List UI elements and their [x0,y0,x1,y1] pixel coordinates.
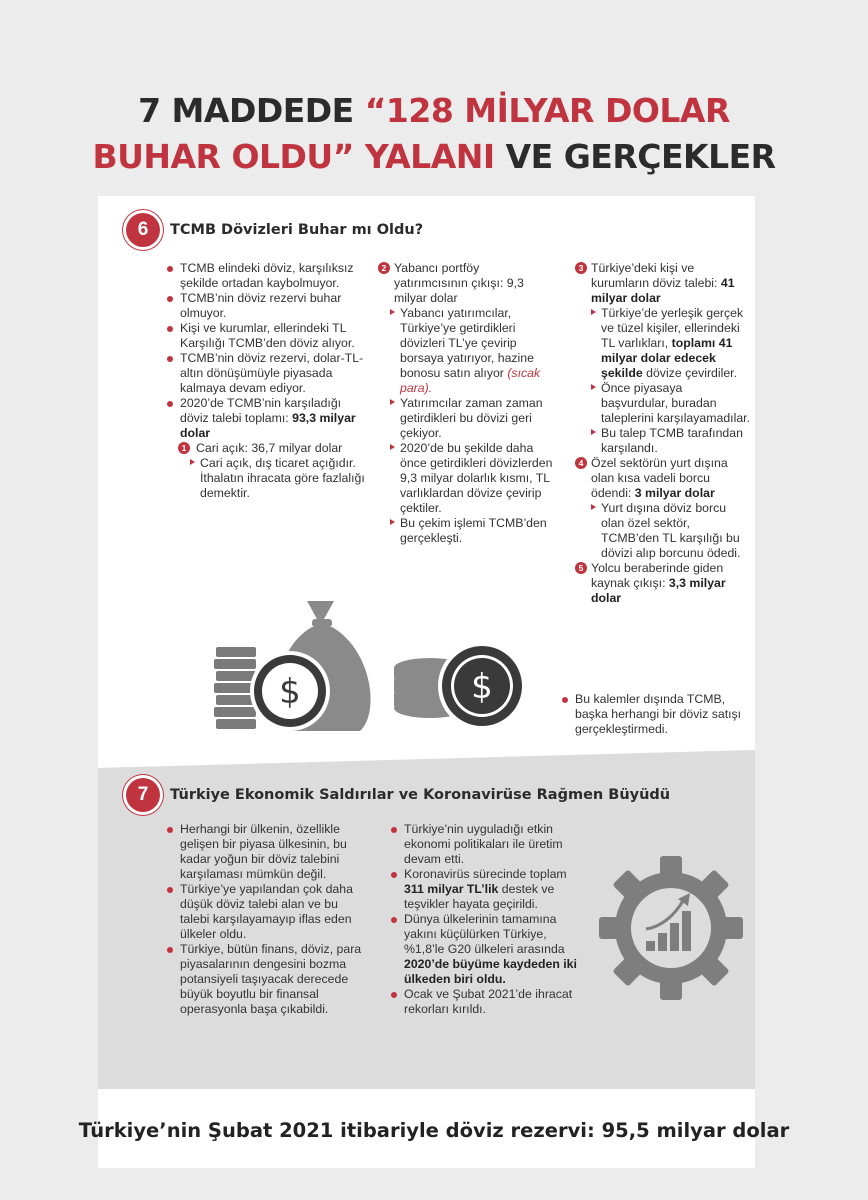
section-7-column-1 [166,822,366,1017]
section-6-column-2 [378,261,556,546]
headline-line-2: BUHAR OLDU” YALANI VE GERÇEKLER [92,137,776,176]
list-item: Kişi ve kurumlar, ellerindeki TL Karşılığı TCMB’den döviz alıyor. [166,321,366,351]
list-item: Dünya ülkelerinin tamamına yakını küçülürken Türkiye, %1,8’le G20 ülkeleri arasında 2020’de büyüme kaydeden iki ülkeden biri oldu. [390,912,582,987]
list-item: Ocak ve Şubat 2021’de ihracat rekorları kırıldı. [390,987,582,1017]
list-item: Türkiye’nin uyguladığı etkin ekonomi politikaları ile üretim devam etti. [390,822,582,867]
headline-line-1: 7 MADDEDE “128 MİLYAR DOLAR [138,91,730,130]
section-6-column-1 [166,261,366,501]
sub-item: Cari açık, dış ticaret açığıdır. İthalatın ihracata göre fazlalığı demektir. [188,456,366,501]
numbered-item-3: 3 Türkiye’deki kişi ve kurumların döviz talebi: 41 milyar dolar [575,261,751,306]
dollar-sign-icon: $ [279,672,301,712]
numbered-item-4: 4 Özel sektörün yurt dışına olan kısa vadeli borcu ödendi: 3 milyar dolar [575,456,751,501]
sub-item: 2020’de bu şekilde daha önce getirdikleri dövizlerden 9,3 milyar dolarlık kısmı, TL varlıklardan dövize çevirip çektiler. [388,441,556,516]
sub-item: Yurt dışına döviz borcu olan özel sektör, TCMB’den TL karşılığı bu dövizi alıp borcunu ödedi. [589,501,751,561]
sub-item: Bu talep TCMB tarafından karşılandı. [589,426,751,456]
list-item: Bu kalemler dışında TCMB, başka herhangi bir döviz satışı gerçekleştirmedi. [561,692,751,737]
section-6-number: 6 [126,213,160,247]
list-item: Türkiye, bütün finans, döviz, para piyasalarının dengesini bozma potansiyeli taşıyacak derecede büyük boyutlu bir finansal operasyonla başa çıkabildi. [166,942,366,1017]
gear-growth-icon [598,855,744,1001]
list-item: Koronavirüs sürecinde toplam 311 milyar TL’lik destek ve teşvikler hayata geçirildi. [390,867,582,912]
numbered-item-1: 1 Cari açık: 36,7 milyar dolar [178,441,366,456]
numbered-item-2: 2 Yabancı portföy yatırımcısının çıkışı: 9,3 milyar dolar [378,261,556,306]
list-item: Herhangi bir ülkenin, özellikle gelişen bir piyasa ülkesinin, bu kadar yoğun bir döviz talebini karşılaması mümkün değil. [166,822,366,882]
numbered-item-5: 5 Yolcu beraberinde giden kaynak çıkışı: 3,3 milyar dolar [575,561,751,606]
money-bag-icon [212,595,382,740]
footer-reserve-statement: Türkiye’nin Şubat 2021 itibariyle döviz rezervi: 95,5 milyar dolar [78,1119,790,1142]
sub-item: Türkiye’de yerleşik gerçek ve tüzel kişiler, ellerindeki TL varlıkları, toplamı 41 milyar dolar edecek şekilde dövize çevirdiler. [589,306,751,381]
dollar-sign-icon: $ [471,667,493,707]
list-item: TCMB elindeki döviz, karşılıksız şekilde ortadan kaybolmuyor. [166,261,366,291]
list-item: 2020’de TCMB’nin karşıladığı döviz talebi toplamı: 93,3 milyar dolar [166,396,366,441]
sub-item: Önce piyasaya başvurdular, buradan taleplerini karşılayamadılar. [589,381,751,426]
section-7-column-2 [390,822,582,1017]
section-7-title: Türkiye Ekonomik Saldırılar ve Koronavirüse Rağmen Büyüdü [170,787,671,803]
list-item: TCMB’nin döviz rezervi buhar olmuyor. [166,291,366,321]
list-item: TCMB’nin döviz rezervi, dolar-TL-altın dönüşümüyle piyasada kalmaya devam ediyor. [166,351,366,396]
sub-item: Yabancı yatırımcılar, Türkiye’ye getirdikleri dövizleri TL’ye çevirip borsaya yatırıyor, hazine bonosu satın alıyor (sıcak para). [388,306,556,396]
sub-item: Bu çekim işlemi TCMB’den gerçekleşti. [388,516,556,546]
list-item: Türkiye’ye yapılandan çok daha düşük döviz talebi alan ve bu talebi karşılayamayıp iflas eden ülkeler oldu. [166,882,366,942]
coins-icon [390,638,530,738]
section-6-title: TCMB Dövizleri Buhar mı Oldu? [170,222,424,238]
section-7-number: 7 [126,778,160,812]
section-6-closing-note [561,692,751,737]
sub-item: Yatırımcılar zaman zaman getirdikleri bu dövizi geri çekiyor. [388,396,556,441]
section-6-column-3 [575,261,751,606]
